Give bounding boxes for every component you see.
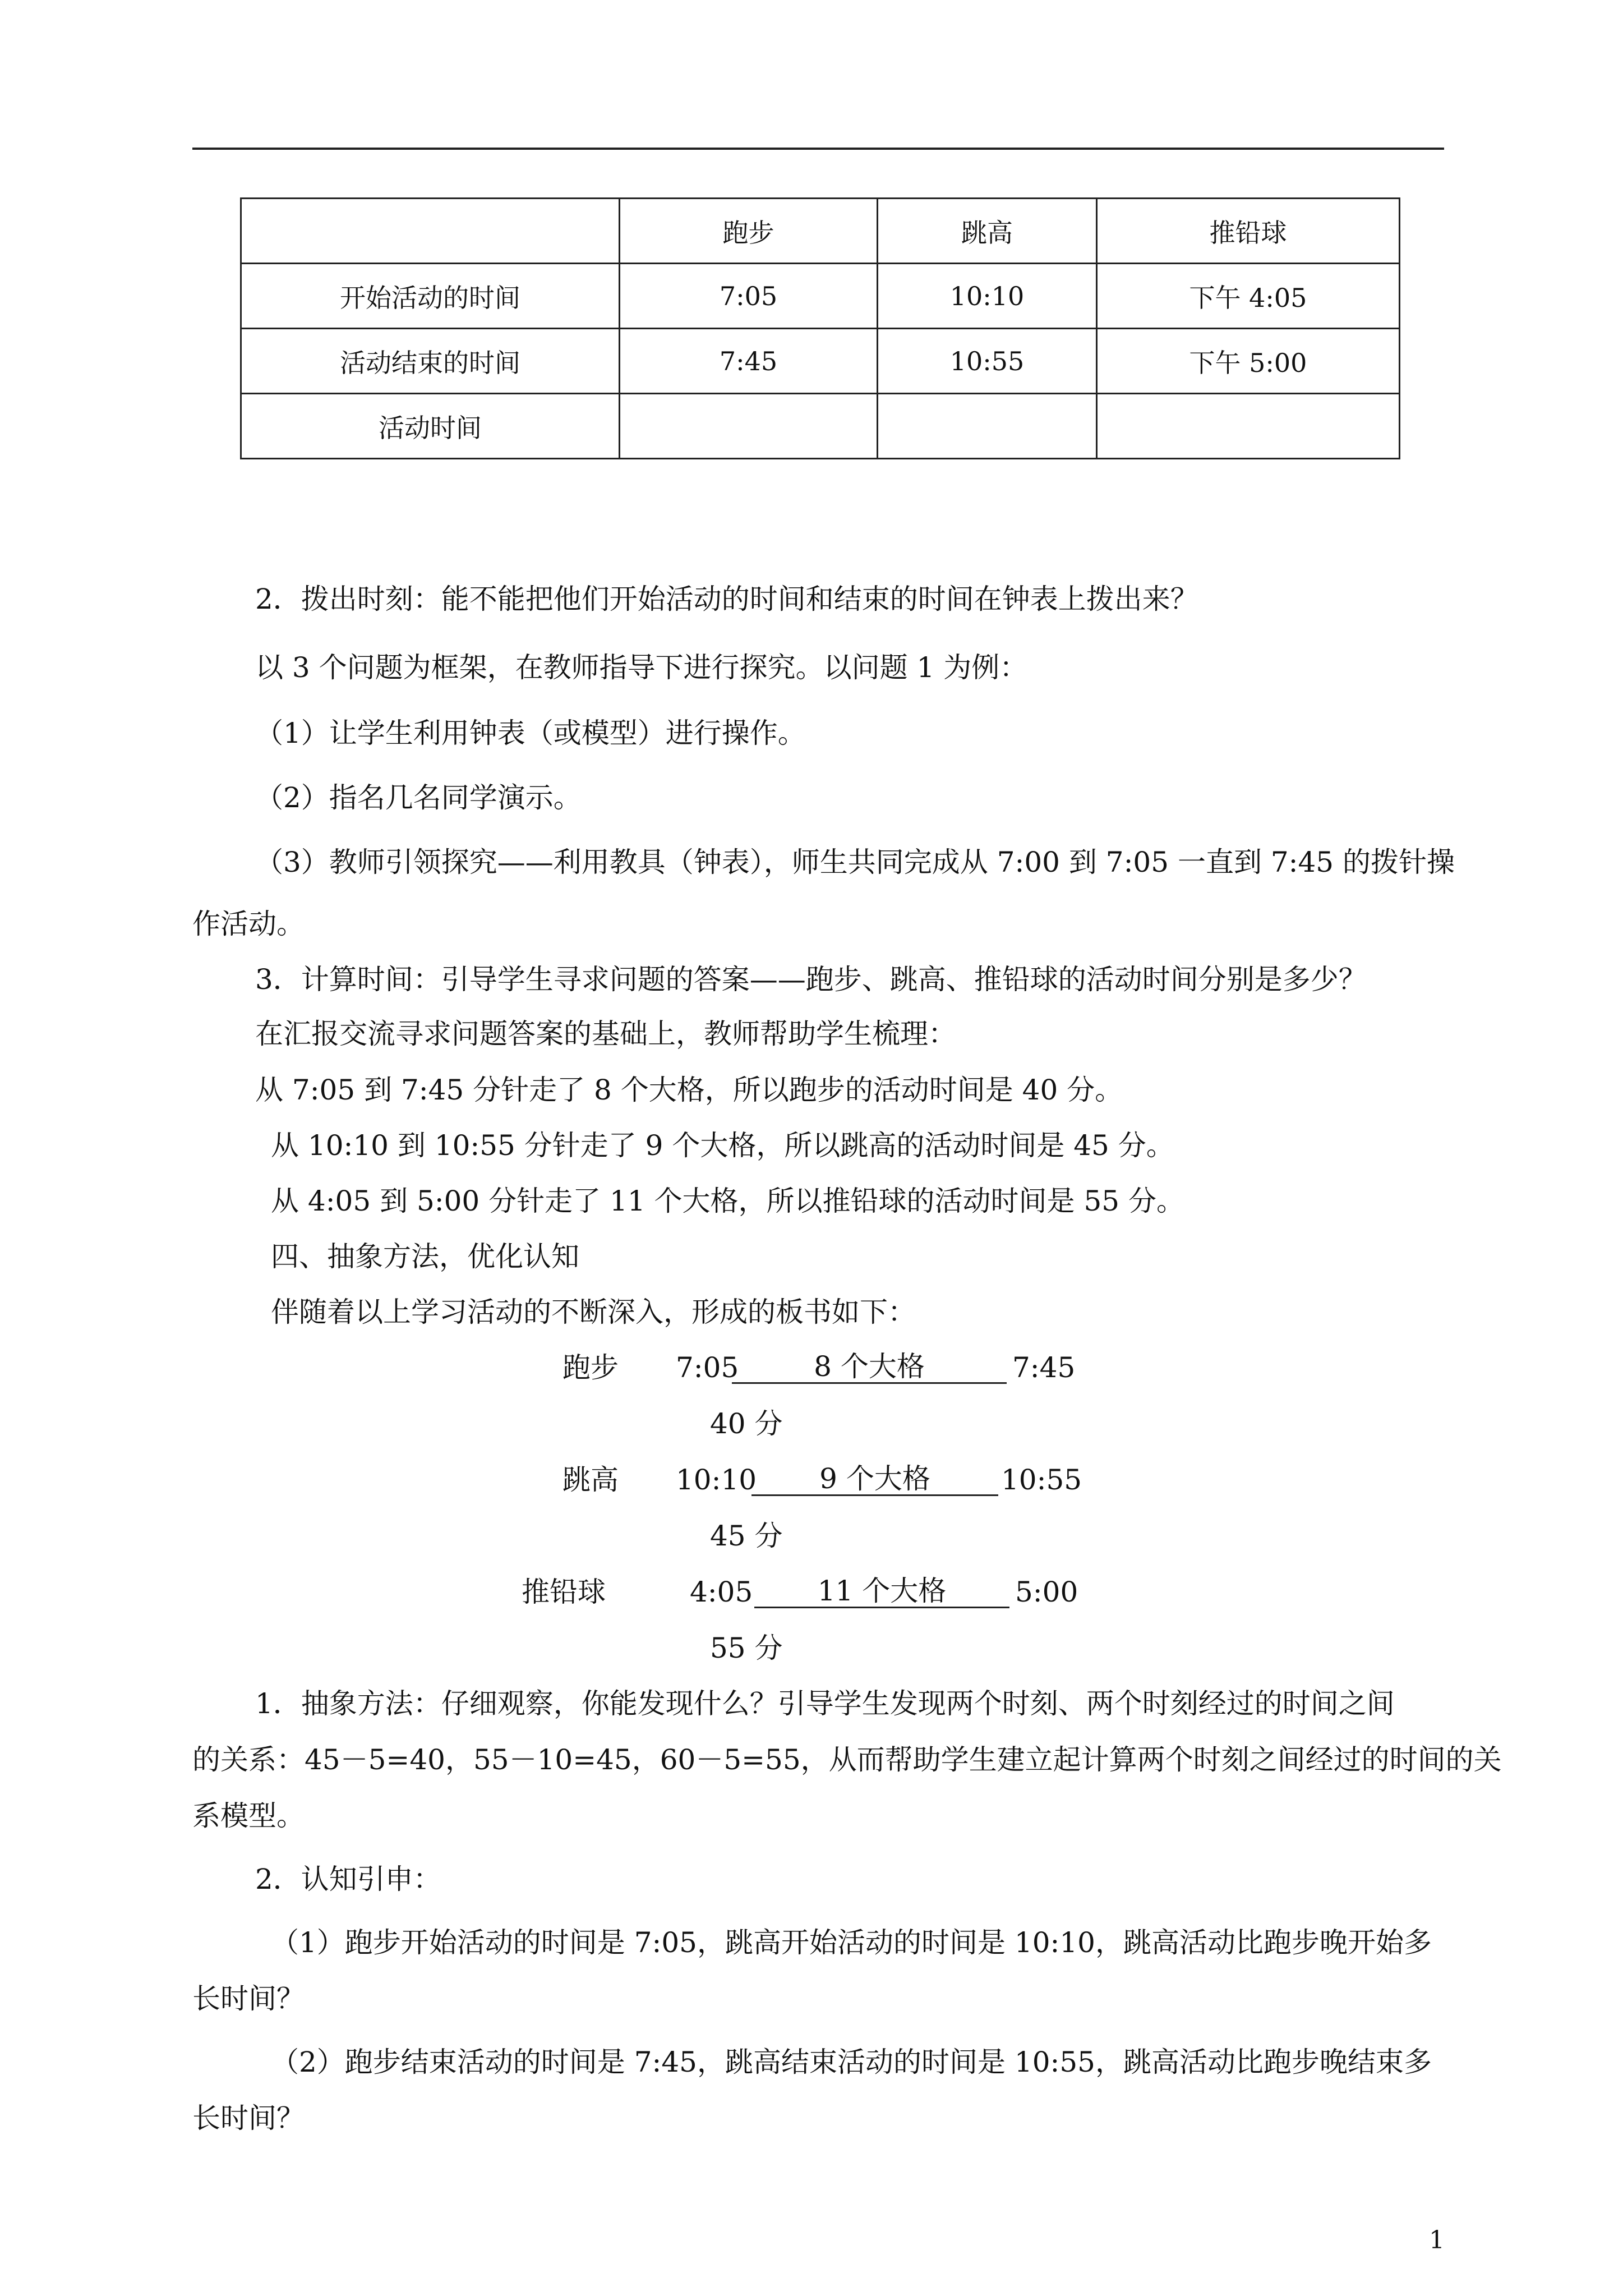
board-duration: 55 分 (710, 1632, 783, 1664)
board-duration: 40 分 (710, 1407, 783, 1440)
table-cell: 开始活动的时间 (241, 264, 620, 329)
table-cell: 下午 4:05 (1097, 264, 1400, 329)
paragraph: （1）跑步开始活动的时间是 7:05，跳高开始活动的时间是 10:10，跳高活动比跑步晚开始多 (271, 1926, 1432, 1959)
table-header-cell: 跑步 (620, 199, 878, 264)
table-header-cell: 推铅球 (1097, 199, 1400, 264)
table-row (241, 394, 1400, 459)
table-header-row (241, 199, 1400, 264)
paragraph: 在汇报交流寻求问题答案的基础上，教师帮助学生梳理： (255, 1018, 956, 1050)
table-row (241, 264, 1400, 329)
table-header-cell: 跳高 (878, 199, 1097, 264)
board-start-time: 7:05 (676, 1351, 739, 1384)
header-rule (192, 148, 1444, 150)
activity-time-table (240, 197, 1400, 459)
paragraph: 3．计算时间：引导学生寻求问题的答案——跑步、跳高、推铅球的活动时间分别是多少？ (255, 963, 1367, 996)
paragraph: 从 7:05 到 7:45 分针走了 8 个大格，所以跑步的活动时间是 40 分。 (255, 1074, 1123, 1106)
paragraph: 作活动。 (192, 908, 305, 940)
section-heading: 四、抽象方法，优化认知 (271, 1240, 579, 1273)
paragraph: 系模型。 (192, 1800, 305, 1832)
paragraph: （2）跑步结束活动的时间是 7:45，跳高结束活动的时间是 10:55，跳高活动比跑步晚结束多 (271, 2046, 1432, 2078)
paragraph: （3）教师引领探究——利用教具（钟表），师生共同完成从 7:00 到 7:05 一直到 7:45 的拨针操 (255, 846, 1455, 878)
paragraph: 2．认知引申： (255, 1863, 441, 1895)
board-start-time: 4:05 (690, 1576, 753, 1608)
table-cell: 10:55 (878, 329, 1097, 394)
board-gap-label: 9 个大格 (819, 1462, 930, 1495)
table-cell: 活动时间 (241, 394, 620, 459)
table-row (241, 329, 1400, 394)
paragraph: 长时间？ (192, 2102, 305, 2134)
table-cell (1097, 394, 1400, 459)
table-cell: 10:10 (878, 264, 1097, 329)
table-cell (620, 394, 878, 459)
table-cell (878, 394, 1097, 459)
paragraph: （2）指名几名同学演示。 (255, 781, 582, 814)
board-end-time: 10:55 (1001, 1464, 1082, 1496)
paragraph: （1）让学生利用钟表（或模型）进行操作。 (255, 717, 806, 749)
table-cell: 7:05 (620, 264, 878, 329)
paragraph: 伴随着以上学习活动的不断深入，形成的板书如下： (271, 1296, 916, 1328)
board-duration: 45 分 (710, 1520, 783, 1552)
board-end-time: 7:45 (1012, 1351, 1076, 1384)
board-start-time: 10:10 (676, 1464, 757, 1496)
board-activity: 跳高 (562, 1464, 619, 1496)
paragraph: 2．拨出时刻：能不能把他们开始活动的时间和结束的时间在钟表上拨出来？ (255, 583, 1198, 615)
table-cell: 下午 5:00 (1097, 329, 1400, 394)
paragraph: 从 10:10 到 10:55 分针走了 9 个大格，所以跳高的活动时间是 45 分。 (271, 1129, 1174, 1162)
board-gap-label: 11 个大格 (817, 1575, 947, 1607)
table-header-cell (241, 199, 620, 264)
paragraph: 长时间？ (192, 1982, 305, 2015)
paragraph: 从 4:05 到 5:00 分针走了 11 个大格，所以推铅球的活动时间是 55 分。 (271, 1185, 1184, 1217)
paragraph: 以 3 个问题为框架，在教师指导下进行探究。以问题 1 为例： (255, 651, 1028, 684)
board-gap-label: 8 个大格 (814, 1350, 925, 1383)
paragraph: 1．抽象方法：仔细观察，你能发现什么？引导学生发现两个时刻、两个时刻经过的时间之间 (255, 1687, 1395, 1720)
board-end-time: 5:00 (1015, 1576, 1078, 1608)
table-cell: 7:45 (620, 329, 878, 394)
page-number: 1 (1429, 2226, 1445, 2254)
table-cell: 活动结束的时间 (241, 329, 620, 394)
paragraph: 的关系：45－5=40，55－10=45，60－5=55，从而帮助学生建立起计算两个时刻之间经过的时间的关 (192, 1743, 1502, 1776)
board-activity: 跑步 (562, 1351, 619, 1384)
board-activity: 推铅球 (522, 1576, 606, 1608)
